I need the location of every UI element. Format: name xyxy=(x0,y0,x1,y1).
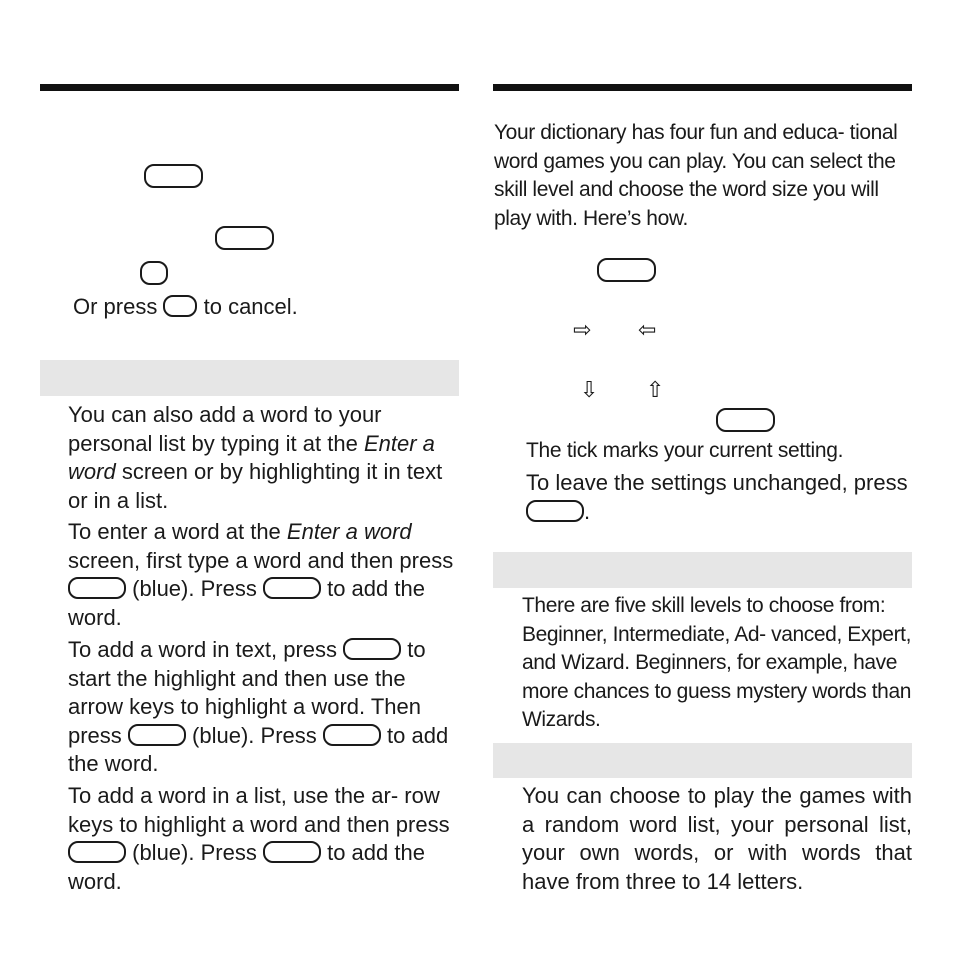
key-button xyxy=(263,577,321,599)
enter-word-instruction: To enter a word at the Enter a word screen, first type a word and then press (blue). Press to add the word. xyxy=(68,519,454,630)
key-button xyxy=(68,841,126,863)
key-button xyxy=(716,408,775,432)
key-button xyxy=(343,638,401,660)
key-button xyxy=(597,258,656,282)
key-button xyxy=(323,724,381,746)
add-word-intro: You can also add a word to your personal list by typing it at the Enter a word screen or by highlighting it in text or in a list. xyxy=(68,402,443,513)
key-button xyxy=(68,577,126,599)
key-button xyxy=(263,841,321,863)
right-header-rule xyxy=(493,84,912,91)
right-arrow-icon: ⇨ xyxy=(573,318,592,343)
left-section-band xyxy=(40,360,459,396)
key-button xyxy=(215,226,274,250)
up-arrow-icon: ⇧ xyxy=(646,378,665,403)
word-size-section-band xyxy=(493,743,912,778)
down-arrow-icon: ⇩ xyxy=(580,378,599,403)
word-size-text: You can choose to play the games with a random word list, your personal list, your own words, or with words that have from three to 14 letters. xyxy=(522,783,912,894)
key-button xyxy=(128,724,186,746)
left-header-rule xyxy=(40,84,459,91)
key-button xyxy=(144,164,203,188)
skill-section-band xyxy=(493,552,912,588)
text-word-instruction: To add a word in text, press to start the highlight and then use the arrow keys to highlight a word. Then press (blue). Press to add the word. xyxy=(68,637,449,776)
left-arrow-icon: ⇦ xyxy=(638,318,657,343)
cancel-key xyxy=(163,295,197,317)
list-word-instruction: To add a word in a list, use the ar- row keys to highlight a word and then press (blue). Press to add the word. xyxy=(68,783,450,894)
cancel-instruction: Or press to cancel. xyxy=(73,294,298,319)
key-button xyxy=(526,500,584,522)
key-button xyxy=(140,261,168,285)
tick-note: The tick marks your current setting. xyxy=(526,439,844,462)
games-intro: Your dictionary has four fun and educa- tional word games you can play. You can select the skill level and choose the word size you will play with. Here’s how. xyxy=(494,121,898,230)
skill-levels-text: There are five skill levels to choose from: Beginner, Intermediate, Ad- vanced, Expert, and Wizard. Beginners, for example, have more chances to guess mystery words than Wizards. xyxy=(522,594,912,731)
leave-settings-instruction: To leave the settings unchanged, press . xyxy=(526,470,908,524)
